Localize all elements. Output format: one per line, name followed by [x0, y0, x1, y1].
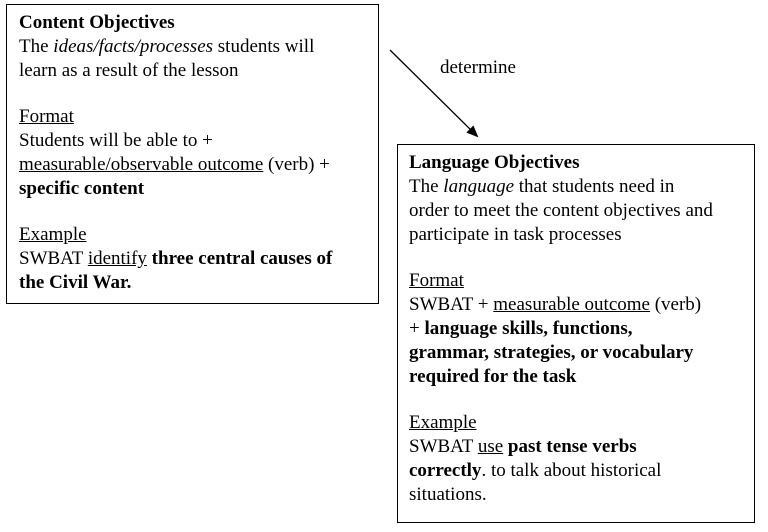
content-format-line1: Students will be able to + [19, 130, 213, 151]
language-objectives-description: The language that students need in [409, 176, 675, 197]
language-example-heading: Example [409, 412, 477, 433]
language-objectives-box [397, 144, 755, 523]
content-example-line1: SWBAT identify three central causes of [19, 248, 333, 269]
language-example-line3: situations. [409, 484, 487, 505]
language-objectives-description-line2: order to meet the content objectives and [409, 200, 713, 221]
content-objectives-title: Content Objectives [19, 12, 175, 33]
language-format-line1: SWBAT + measurable outcome (verb) [409, 294, 702, 315]
language-format-line2: + language skills, functions, [409, 318, 633, 339]
language-format-line4: required for the task [409, 366, 577, 387]
content-format-heading: Format [19, 106, 74, 127]
determine-label: determine [440, 57, 516, 78]
language-objectives-title: Language Objectives [409, 152, 580, 173]
content-format-line2: measurable/observable outcome (verb) + [19, 154, 330, 175]
content-example-heading: Example [19, 224, 87, 245]
language-example-line2: correctly. to talk about historical [409, 460, 662, 481]
content-format-line3: specific content [19, 178, 145, 199]
language-format-line3: grammar, strategies, or vocabulary [409, 342, 694, 363]
content-objectives-description: The ideas/facts/processes students will [19, 36, 315, 57]
language-objectives-description-line3: participate in task processes [409, 224, 622, 245]
language-example-line1: SWBAT use past tense verbs [409, 436, 637, 457]
content-objectives-description-line2: learn as a result of the lesson [19, 60, 239, 81]
language-format-heading: Format [409, 270, 464, 291]
content-example-line2: the Civil War. [19, 272, 132, 293]
